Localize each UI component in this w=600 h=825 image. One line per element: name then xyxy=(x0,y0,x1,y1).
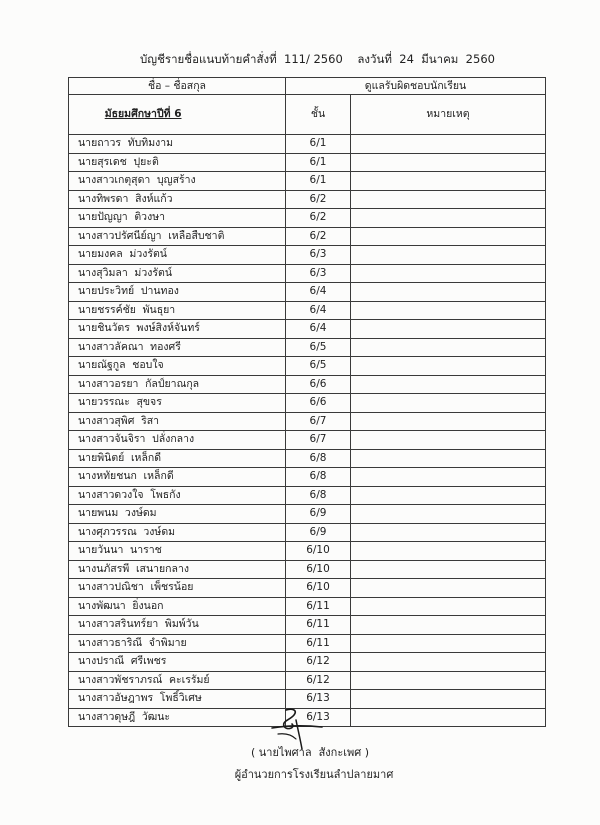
remark-cell xyxy=(351,357,546,376)
staff-name: นางสาวปณิชา เพ็ชรน้อย xyxy=(69,579,286,598)
staff-name: นางสาวปรัศนีย์ญา เหลือสืบชาติ xyxy=(69,227,286,246)
remark-cell xyxy=(351,135,546,154)
staff-name: นายถาวร ทับทิมงาม xyxy=(69,135,286,154)
staff-name: นายวันนา นาราช xyxy=(69,542,286,561)
table-row xyxy=(69,153,546,172)
class-cell: 6/5 xyxy=(286,338,351,357)
table-row xyxy=(69,542,546,561)
class-cell: 6/10 xyxy=(286,560,351,579)
staff-name: นางสาวเกตุสุดา บุญสร้าง xyxy=(69,172,286,191)
class-cell: 6/1 xyxy=(286,135,351,154)
staff-name: นางสาวดุษฎี วัฒนะ xyxy=(69,708,286,727)
class-cell: 6/10 xyxy=(286,579,351,598)
staff-name: นางทิพรดา สิงห์แก้ว xyxy=(69,190,286,209)
remark-cell xyxy=(351,246,546,265)
staff-name: นางปราณี ศรีเพชร xyxy=(69,653,286,672)
table-row xyxy=(69,671,546,690)
staff-name: นายชินวัตร พงษ์สิงห์จันทร์ xyxy=(69,320,286,339)
document-title: บัญชีรายชื่อแนบท้ายคำสั่งที่ 111/ 2560 ลงวันที่ 24 มีนาคม 2560 xyxy=(140,52,495,66)
table-row xyxy=(69,375,546,394)
table-row xyxy=(69,505,546,524)
staff-name: นางสาวพัชราภรณ์ คะเรรัมย์ xyxy=(69,671,286,690)
class-cell: 6/13 xyxy=(286,690,351,709)
staff-name: นางสาวสรินทร์ยา พิมพ์วัน xyxy=(69,616,286,635)
class-cell: 6/8 xyxy=(286,449,351,468)
class-cell: 6/1 xyxy=(286,153,351,172)
class-cell: 6/7 xyxy=(286,412,351,431)
remark-cell xyxy=(351,190,546,209)
staff-name: นายชรรค์ชัย พันธุยา xyxy=(69,301,286,320)
staff-name: นางสาวอรยา กัลป์ยาณกุล xyxy=(69,375,286,394)
remark-cell xyxy=(351,690,546,709)
remark-cell xyxy=(351,560,546,579)
header-row xyxy=(69,78,546,95)
signatory-name: ( นายไพศาล สังกะเพศ ) xyxy=(250,746,370,759)
remark-cell xyxy=(351,375,546,394)
remark-cell xyxy=(351,338,546,357)
remark-cell xyxy=(351,227,546,246)
table-row xyxy=(69,209,546,228)
staff-name: นางศุภวรรณ วงษ์ดม xyxy=(69,523,286,542)
class-column-header: ชั้น xyxy=(286,95,351,135)
table-row xyxy=(69,597,546,616)
class-cell: 6/12 xyxy=(286,653,351,672)
table-row xyxy=(69,486,546,505)
remark-cell xyxy=(351,264,546,283)
table-row xyxy=(69,579,546,598)
table-row xyxy=(69,246,546,265)
class-cell: 6/11 xyxy=(286,616,351,635)
roster-body xyxy=(69,135,546,727)
section-label: มัธยมศึกษาปีที่ 6 xyxy=(104,108,182,120)
table-row xyxy=(69,135,546,154)
class-cell: 6/2 xyxy=(286,227,351,246)
class-cell: 6/9 xyxy=(286,505,351,524)
table-row xyxy=(69,412,546,431)
remark-cell xyxy=(351,449,546,468)
class-cell: 6/6 xyxy=(286,394,351,413)
staff-name: นายพินิตย์ เหล็กดี xyxy=(69,449,286,468)
section-cell xyxy=(69,95,286,135)
remark-cell xyxy=(351,486,546,505)
remark-cell xyxy=(351,431,546,450)
staff-name: นางสาวธาริณี จำพิมาย xyxy=(69,634,286,653)
class-cell: 6/7 xyxy=(286,431,351,450)
class-cell: 6/11 xyxy=(286,634,351,653)
remark-cell xyxy=(351,505,546,524)
table-row xyxy=(69,653,546,672)
remark-cell xyxy=(351,579,546,598)
class-cell: 6/13 xyxy=(286,708,351,727)
name-column-header: ชื่อ – ชื่อสกุล xyxy=(69,78,286,95)
table-row xyxy=(69,190,546,209)
table-row xyxy=(69,394,546,413)
table-row xyxy=(69,320,546,339)
staff-name: นางสุวิมลา ม่วงรัตน์ xyxy=(69,264,286,283)
signatory-position: ผู้อำนวยการโรงเรียนลำปลายมาศ xyxy=(234,768,394,781)
remark-cell xyxy=(351,412,546,431)
table-row xyxy=(69,283,546,302)
staff-name: นายปัญญา ติวงษา xyxy=(69,209,286,228)
remark-cell xyxy=(351,394,546,413)
remark-cell xyxy=(351,153,546,172)
class-cell: 6/4 xyxy=(286,320,351,339)
remark-cell xyxy=(351,320,546,339)
table-row xyxy=(69,449,546,468)
staff-name: นางสาวดวงใจ โพธกัง xyxy=(69,486,286,505)
staff-name: นางหทัยชนก เหล็กดี xyxy=(69,468,286,487)
table-row xyxy=(69,338,546,357)
class-cell: 6/2 xyxy=(286,209,351,228)
roster-table xyxy=(68,77,546,727)
table-row xyxy=(69,227,546,246)
remark-cell xyxy=(351,708,546,727)
class-cell: 6/2 xyxy=(286,190,351,209)
remark-cell xyxy=(351,523,546,542)
class-cell: 6/3 xyxy=(286,246,351,265)
table-row xyxy=(69,301,546,320)
remark-column-header: หมายเหตุ xyxy=(351,95,546,135)
staff-name: นางสาวจันจิรา ปลั่งกลาง xyxy=(69,431,286,450)
staff-name: นางสาวสุพิศ ริสา xyxy=(69,412,286,431)
class-cell: 6/9 xyxy=(286,523,351,542)
remark-cell xyxy=(351,209,546,228)
staff-name: นางสาวลัคณา ทองศรี xyxy=(69,338,286,357)
class-cell: 6/4 xyxy=(286,283,351,302)
table-row xyxy=(69,431,546,450)
remark-cell xyxy=(351,616,546,635)
class-cell: 6/5 xyxy=(286,357,351,376)
staff-name: นายณัฐกูล ชอบใจ xyxy=(69,357,286,376)
class-cell: 6/8 xyxy=(286,486,351,505)
remark-cell xyxy=(351,283,546,302)
class-cell: 6/12 xyxy=(286,671,351,690)
subheader-row xyxy=(69,95,546,135)
remark-cell xyxy=(351,172,546,191)
table-row xyxy=(69,172,546,191)
remark-cell xyxy=(351,301,546,320)
staff-name: นายวรรณะ สุขจร xyxy=(69,394,286,413)
staff-name: นายสุรเดช ปุยะติ xyxy=(69,153,286,172)
table-row xyxy=(69,357,546,376)
remark-cell xyxy=(351,634,546,653)
remark-cell xyxy=(351,653,546,672)
class-cell: 6/10 xyxy=(286,542,351,561)
staff-name: นางพัฒนา ยิ่งนอก xyxy=(69,597,286,616)
responsibility-column-header: ดูแลรับผิดชอบนักเรียน xyxy=(286,78,546,95)
class-cell: 6/6 xyxy=(286,375,351,394)
remark-cell xyxy=(351,597,546,616)
staff-name: นายพนม วงษ์ดม xyxy=(69,505,286,524)
staff-name: นายประวิทย์ ปานทอง xyxy=(69,283,286,302)
table-row xyxy=(69,634,546,653)
class-cell: 6/4 xyxy=(286,301,351,320)
table-row xyxy=(69,560,546,579)
class-cell: 6/1 xyxy=(286,172,351,191)
table-row xyxy=(69,616,546,635)
class-cell: 6/11 xyxy=(286,597,351,616)
table-row xyxy=(69,468,546,487)
remark-cell xyxy=(351,671,546,690)
staff-name: นายมงคล ม่วงรัตน์ xyxy=(69,246,286,265)
table-row xyxy=(69,523,546,542)
staff-name: นางสาวอัษฎาพร โพธิ์วิเศษ xyxy=(69,690,286,709)
remark-cell xyxy=(351,542,546,561)
remark-cell xyxy=(351,468,546,487)
table-row xyxy=(69,264,546,283)
class-cell: 6/3 xyxy=(286,264,351,283)
class-cell: 6/8 xyxy=(286,468,351,487)
staff-name: นางนภัสรพี เสนายกลาง xyxy=(69,560,286,579)
